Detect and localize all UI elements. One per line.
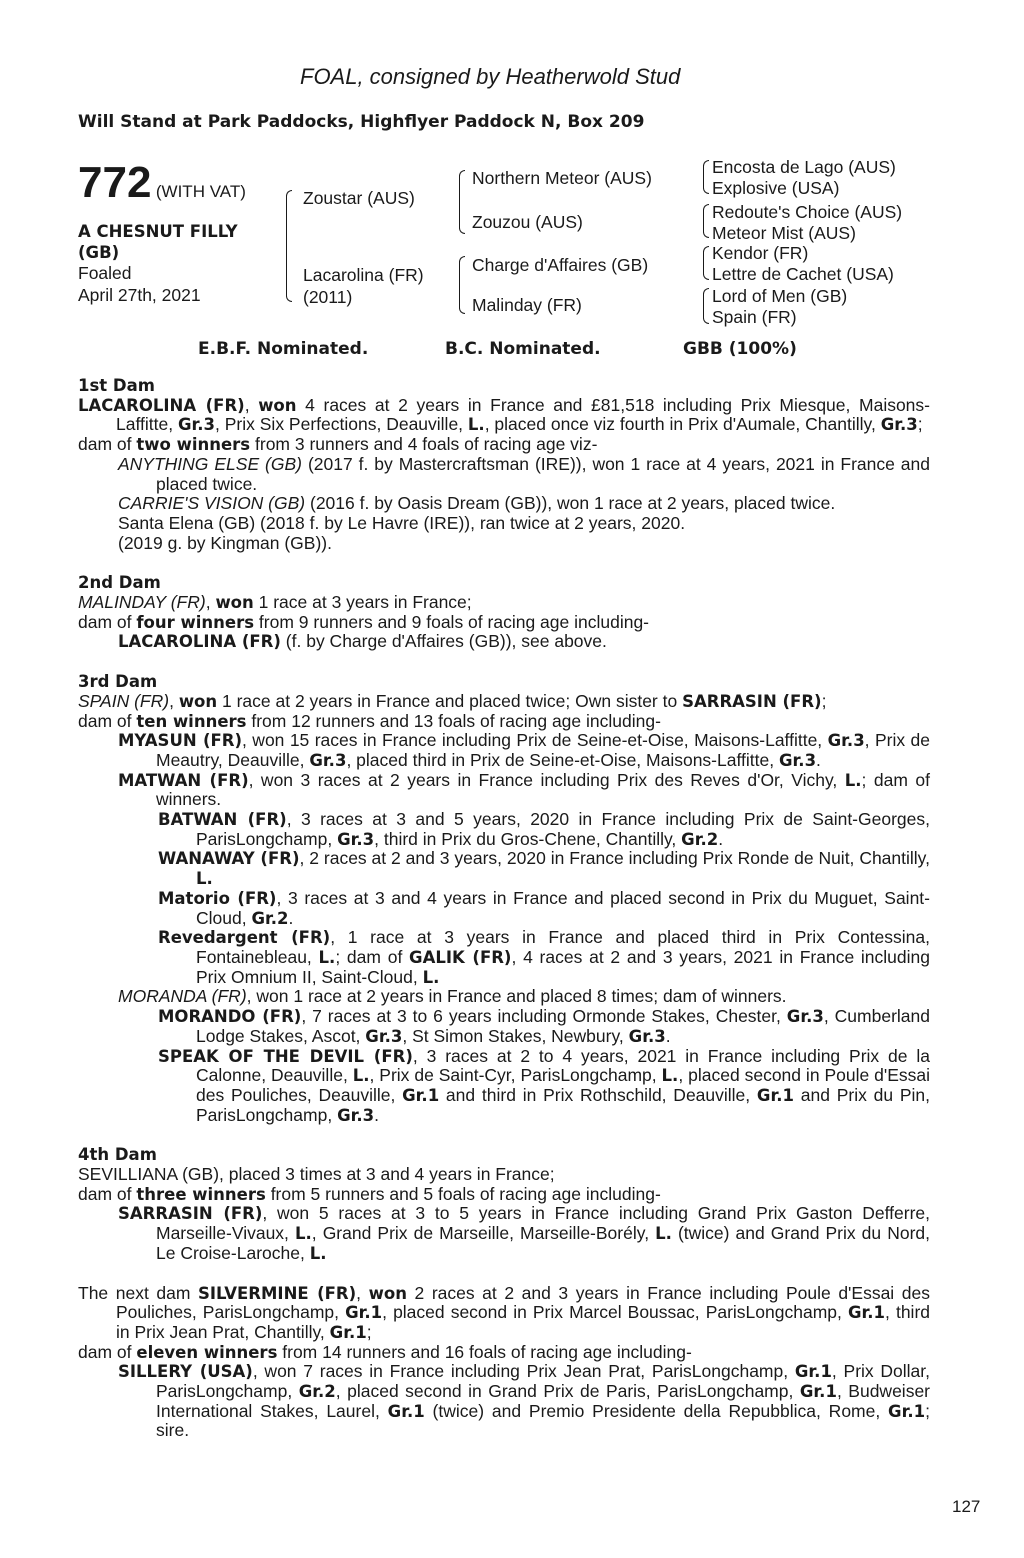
produce-entry: ANYTHING ELSE (GB) (2017 f. by Mastercraftsman (IRE)), won 1 race at 4 years, 2021 in France and placed twice. — [118, 453, 930, 494]
pedigree-dam-year: (2011) — [303, 287, 353, 307]
catalogue-body — [78, 376, 930, 1441]
produce-entry: LACAROLINA (FR) (f. by Charge d'Affaires (GB)), see above. — [118, 631, 607, 652]
produce-entry: SPEAK OF THE DEVIL (FR), 3 races at 2 to 4 years, 2021 in France including Prix de la Calonne, Deauville, L., Prix de Saint-Cyr, ParisLongchamp, L., placed second in Poule d'Essai des Pouliches, Deauville, Gr.1 and third in Prix Rothschild, Deauville, Gr.1 and Prix du Pin, ParisLongchamp, Gr.3. — [158, 1045, 931, 1125]
pedigree-brace-sire — [459, 170, 465, 234]
produce-entry: SARRASIN (FR), won 5 races at 3 to 5 years in France including Grand Prix Gaston Defferre, Marseille-Vivaux, L., Grand Prix de Marseille, Marseille-Borély, L. (twice) and Grand Prix du Nord, Le Croise-Laroche, L. — [118, 1203, 931, 1263]
ebf-nomination: E.B.F. Nominated. — [198, 339, 369, 359]
lot-number-line — [78, 158, 246, 208]
next-dam-produce-summary: dam of eleven winners from 14 runners and 16 foals of racing age including- — [78, 1341, 692, 1362]
lot-description: A CHESNUT FILLY — [78, 222, 238, 241]
produce-entry: Santa Elena (GB) (2018 f. by Le Havre (IRE)), ran twice at 2 years, 2020. — [118, 512, 686, 533]
lot-description-country: (GB) — [78, 243, 120, 262]
produce-entry: (2019 g. by Kingman (GB)). — [118, 532, 332, 553]
foaled-date: April 27th, 2021 — [78, 285, 201, 305]
pedigree-brace-dam — [459, 256, 465, 314]
pedigree-sire: Zoustar (AUS) — [303, 188, 415, 208]
first-dam-title: 1st Dam — [78, 376, 155, 395]
third-dam-entry: SPAIN (FR), won 1 race at 2 years in France and placed twice; Own sister to SARRASIN (FR); — [78, 690, 827, 711]
produce-entry: CARRIE'S VISION (GB) (2016 f. by Oasis Dream (GB)), won 1 race at 2 years, placed twice. — [118, 493, 836, 514]
pedigree-brace-ss — [703, 160, 709, 194]
produce-entry: MATWAN (FR), won 3 races at 2 years in France including Prix des Reves d'Or, Vichy, L.; dam of winners. — [118, 769, 930, 810]
pedigree-brace-dd — [703, 288, 709, 324]
pedigree-ss-sire: Encosta de Lago (AUS) — [712, 157, 896, 177]
pedigree-brace-sd — [703, 204, 709, 238]
third-dam-produce-summary: dam of ten winners from 12 runners and 13 foals of racing age including- — [78, 710, 661, 731]
produce-entry: MORANDA (FR), won 1 race at 2 years in France and placed 8 times; dam of winners. — [118, 986, 787, 1007]
produce-entry: Revedargent (FR), 1 race at 3 years in France and placed third in Prix Contessina, Fontainebleau, L.; dam of GALIK (FR), 4 races at 2 and 3 years, 2021 in France including Prix Omnium II, Saint-Cloud, L. — [158, 927, 930, 987]
pedigree-brace-gen1 — [286, 190, 292, 302]
pedigree-sd-dam: Meteor Mist (AUS) — [712, 223, 856, 243]
pedigree-sire-dam: Zouzou (AUS) — [472, 212, 583, 232]
produce-entry: MORANDO (FR), 7 races at 3 to 6 years including Ormonde Stakes, Chester, Gr.3, Cumberland Lodge Stakes, Ascot, Gr.3, St Simon Stakes, Newbury, Gr.3. — [158, 1006, 930, 1046]
vat-label: (WITH VAT) — [155, 182, 246, 201]
pedigree-sire-sire: Northern Meteor (AUS) — [472, 168, 652, 188]
second-dam-entry: MALINDAY (FR), won 1 race at 3 years in France; — [78, 592, 472, 613]
stand-location: Will Stand at Park Paddocks, Highflyer Paddock N, Box 209 — [78, 112, 645, 132]
pedigree-dd-sire: Lord of Men (GB) — [712, 286, 848, 306]
pedigree-brace-ds — [703, 246, 709, 280]
fourth-dam-entry: SEVILLIANA (GB), placed 3 times at 3 and 4 years in France; — [78, 1164, 555, 1185]
pedigree-ds-dam: Lettre de Cachet (USA) — [712, 264, 894, 284]
pedigree-ss-dam: Explosive (USA) — [712, 178, 840, 198]
pedigree-dam-sire: Charge d'Affaires (GB) — [472, 255, 649, 275]
produce-entry: MYASUN (FR), won 15 races in France including Prix de Seine-et-Oise, Maisons-Laffitte, Gr.3, Prix de Meautry, Deauville, Gr.3, placed third in Prix de Seine-et-Oise, Maisons-Laffitte, Gr.3. — [118, 730, 930, 770]
first-dam-produce-summary: dam of two winners from 3 runners and 4 foals of racing age viz- — [78, 434, 598, 455]
fourth-dam-produce-summary: dam of three winners from 5 runners and 5 foals of racing age including- — [78, 1183, 661, 1204]
bc-nomination: B.C. Nominated. — [445, 339, 601, 359]
second-dam-produce-summary: dam of four winners from 9 runners and 9 foals of racing age including- — [78, 611, 650, 632]
pedigree-dam-dam: Malinday (FR) — [472, 295, 582, 315]
fourth-dam-title: 4th Dam — [78, 1145, 157, 1165]
produce-entry: WANAWAY (FR), 2 races at 2 and 3 years, 2020 in France including Prix Ronde de Nuit, Chantilly, L. — [158, 848, 930, 889]
pedigree-dam: Lacarolina (FR) — [303, 265, 424, 285]
pedigree-ds-sire: Kendor (FR) — [712, 243, 809, 263]
produce-entry: Matorio (FR), 3 races at 3 and 4 years in France and placed second in Prix du Muguet, Saint-Cloud, Gr.2. — [158, 887, 930, 928]
pedigree-sd-sire: Redoute's Choice (AUS) — [712, 202, 903, 222]
foaled-label: Foaled — [78, 263, 132, 283]
first-dam-entry: LACAROLINA (FR), won 4 races at 2 years in France and £81,518 including Prix Miesque, Maisons-Laffitte, Gr.3, Prix Six Perfections, Deauville, L., placed once viz fourth in Prix d'Aumale, Chantilly, Gr.3; — [78, 394, 930, 435]
produce-entry: SILLERY (USA), won 7 races in France including Prix Jean Prat, ParisLongchamp, Gr.1, Prix Dollar, ParisLongchamp, Gr.2, placed second in Grand Prix de Paris, ParisLongchamp, Gr.1, Budweiser International Stakes, Laurel, Gr.1 (twice) and Premio Presidente della Repubblica, Rome, Gr.1; sire. — [118, 1361, 931, 1441]
third-dam-title: 3rd Dam — [78, 672, 158, 692]
page-heading: FOAL, consigned by Heatherwold Stud — [300, 64, 681, 89]
gbb-rating: GBB (100%) — [683, 339, 797, 359]
second-dam-title: 2nd Dam — [78, 573, 161, 593]
lot-number: 772 — [78, 158, 152, 207]
produce-entry: BATWAN (FR), 3 races at 3 and 5 years, 2020 in France including Prix de Saint-Georges, ParisLongchamp, Gr.3, third in Prix du Gros-Chene, Chantilly, Gr.2. — [158, 809, 930, 849]
page-number: 127 — [952, 1497, 981, 1516]
pedigree-dd-dam: Spain (FR) — [712, 307, 797, 327]
next-dam-entry: The next dam SILVERMINE (FR), won 2 races at 2 and 3 years in France including Poule d'Essai des Pouliches, ParisLongchamp, Gr.1, placed second in Prix Marcel Boussac, ParisLongchamp, Gr.1, third in Prix Jean Prat, Chantilly, Gr.1; — [78, 1282, 930, 1342]
